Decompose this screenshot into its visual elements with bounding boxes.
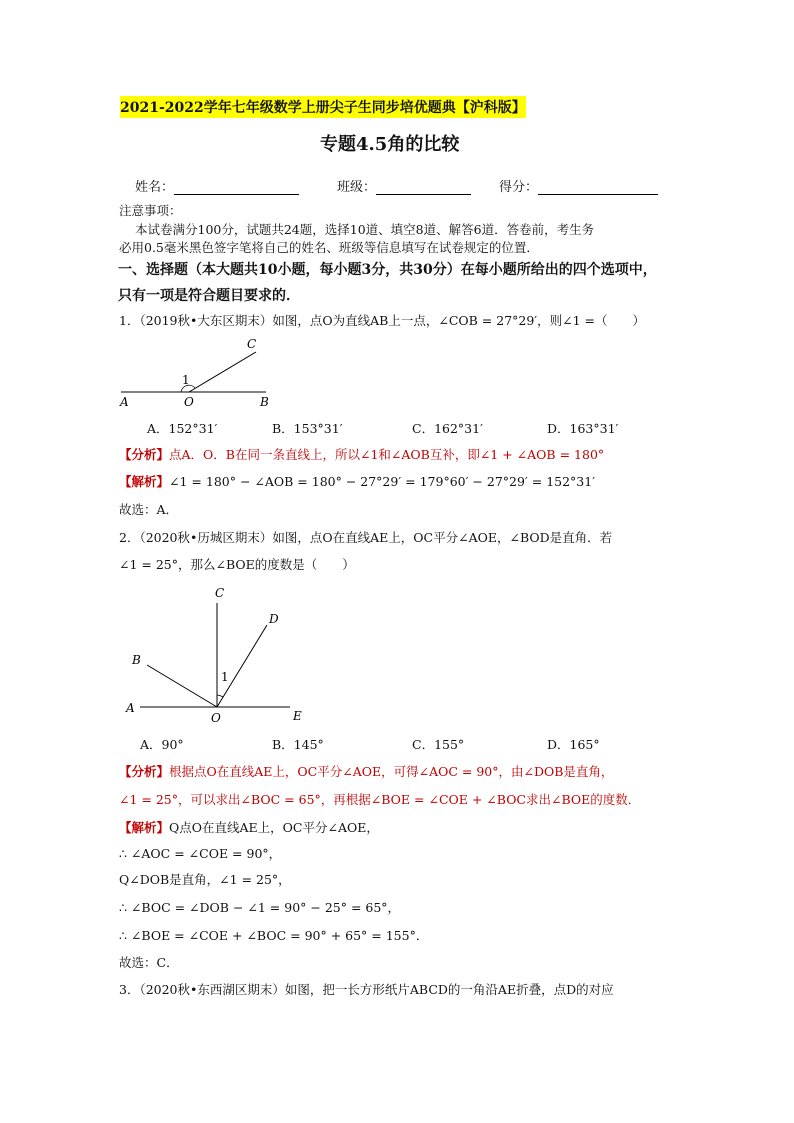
name-label: 姓名： (135, 180, 175, 195)
ray-ob (147, 665, 217, 707)
solution-tag: 【解析】 (119, 820, 170, 835)
q2-answer: 故选：C． (119, 955, 179, 970)
q1-option-a[interactable]: A．152°31′ (147, 421, 218, 436)
label-a: A (126, 701, 135, 715)
section-heading-line-1: 一、选择题（本大题共10小题，每小题3分，共30分）在每小题所给出的四个选项中， (118, 262, 657, 278)
q1-option-c[interactable]: C．162°31′ (412, 421, 483, 436)
score-blank[interactable] (538, 180, 658, 195)
series-banner: 2021-2022学年七年级数学上册尖子生同步培优题典【沪科版】 (120, 96, 526, 118)
q1-solution (119, 474, 595, 490)
notice-line-1: 本试卷满分100分，试题共24题，选择10道、填空8道、解答6道．答卷前，考生务 (135, 222, 595, 237)
q2-stem-line-2: ∠1 = 25°，那么∠BOE的度数是（ ） (119, 557, 355, 572)
ray-oc (189, 352, 256, 392)
label-angle-1: 1 (221, 670, 229, 684)
label-angle-1: 1 (182, 373, 190, 387)
q2-option-a[interactable]: A．90° (140, 737, 184, 752)
notice-line-2: 必用0.5毫米黑色签字笔将自己的姓名、班级等信息填写在试卷规定的位置． (119, 240, 539, 255)
q2-option-d[interactable]: D．165° (547, 737, 600, 752)
class-field (337, 176, 471, 195)
analysis-text: 点A．O．B在同一条直线上，所以∠1和∠AOB互补，即∠1 + ∠AOB = 180° (169, 447, 605, 462)
q1-stem: 1．（2019秋•大东区期末）如图，点O为直线AB上一点，∠COB = 27°29′，则∠1 =（ ） (119, 313, 646, 328)
solution-tag: 【解析】 (119, 474, 170, 489)
q1-option-b[interactable]: B．153°31′ (272, 421, 343, 436)
q2-analysis-line-1 (119, 764, 613, 780)
section-heading-line-2: 只有一项是符合题目要求的． (118, 288, 300, 304)
q2-option-b[interactable]: B．145° (272, 737, 324, 752)
label-o: O (211, 711, 221, 725)
ray-od (217, 625, 267, 707)
q1-diagram (116, 334, 286, 410)
score-label: 得分： (499, 180, 539, 195)
solution-text: ∠1 = 180° − ∠AOB = 180° − 27°29′ = 179°60′ − 27°29′ = 152°31′ (169, 474, 596, 489)
analysis-tag: 【分析】 (119, 764, 170, 779)
class-blank[interactable] (376, 180, 471, 195)
q2-option-c[interactable]: C．155° (412, 737, 465, 752)
q1-analysis (119, 447, 604, 463)
q2-solution-line-5: ∴ ∠BOE = ∠COE + ∠BOC = 90° + 65° = 155°． (119, 928, 429, 943)
label-b: B (132, 653, 141, 667)
angle-1-arc (217, 695, 223, 697)
analysis-tag: 【分析】 (119, 447, 170, 462)
name-blank[interactable] (174, 180, 299, 195)
notice-heading: 注意事项： (119, 203, 182, 218)
q2-analysis-line-2: ∠1 = 25°，可以求出∠BOC = 65°，再根据∠BOE = ∠COE + ∠BOC求出∠BOE的度数． (119, 792, 641, 807)
page-title: 专题4.5角的比较 (320, 134, 460, 155)
q2-diagram (120, 583, 320, 728)
q1-option-d[interactable]: D．163°31′ (547, 421, 619, 436)
label-c: C (247, 337, 257, 351)
q2-solution-line-1 (119, 820, 379, 836)
label-o: O (184, 395, 194, 409)
label-d: D (269, 612, 279, 626)
q2-solution-line-4: ∴ ∠BOC = ∠DOB − ∠1 = 90° − 25° = 65°， (119, 900, 401, 915)
class-label: 班级： (337, 180, 377, 195)
label-a: A (120, 395, 129, 409)
label-e: E (293, 709, 302, 723)
score-field (499, 176, 658, 195)
name-field (135, 176, 299, 195)
q1-answer: 故选：A． (119, 502, 179, 517)
solution-text: Q点O在直线AE上，OC平分∠AOE， (169, 820, 379, 835)
q2-stem-line-1: 2．（2020秋•历城区期末）如图，点O在直线AE上，OC平分∠AOE，∠BOD是直角．若 (119, 530, 613, 545)
label-b: B (260, 395, 269, 409)
label-c: C (215, 586, 225, 600)
q2-solution-line-2: ∴ ∠AOC = ∠COE = 90°， (119, 846, 282, 861)
q3-stem: 3．（2020秋•东西湖区期末）如图，把一长方形纸片ABCD的一角沿AE折叠，点D的对应 (119, 982, 614, 997)
analysis-text: 根据点O在直线AE上，OC平分∠AOE，可得∠AOC = 90°，由∠DOB是直角， (169, 764, 614, 779)
q2-solution-line-3: Q∠DOB是直角，∠1 = 25°， (119, 872, 291, 887)
